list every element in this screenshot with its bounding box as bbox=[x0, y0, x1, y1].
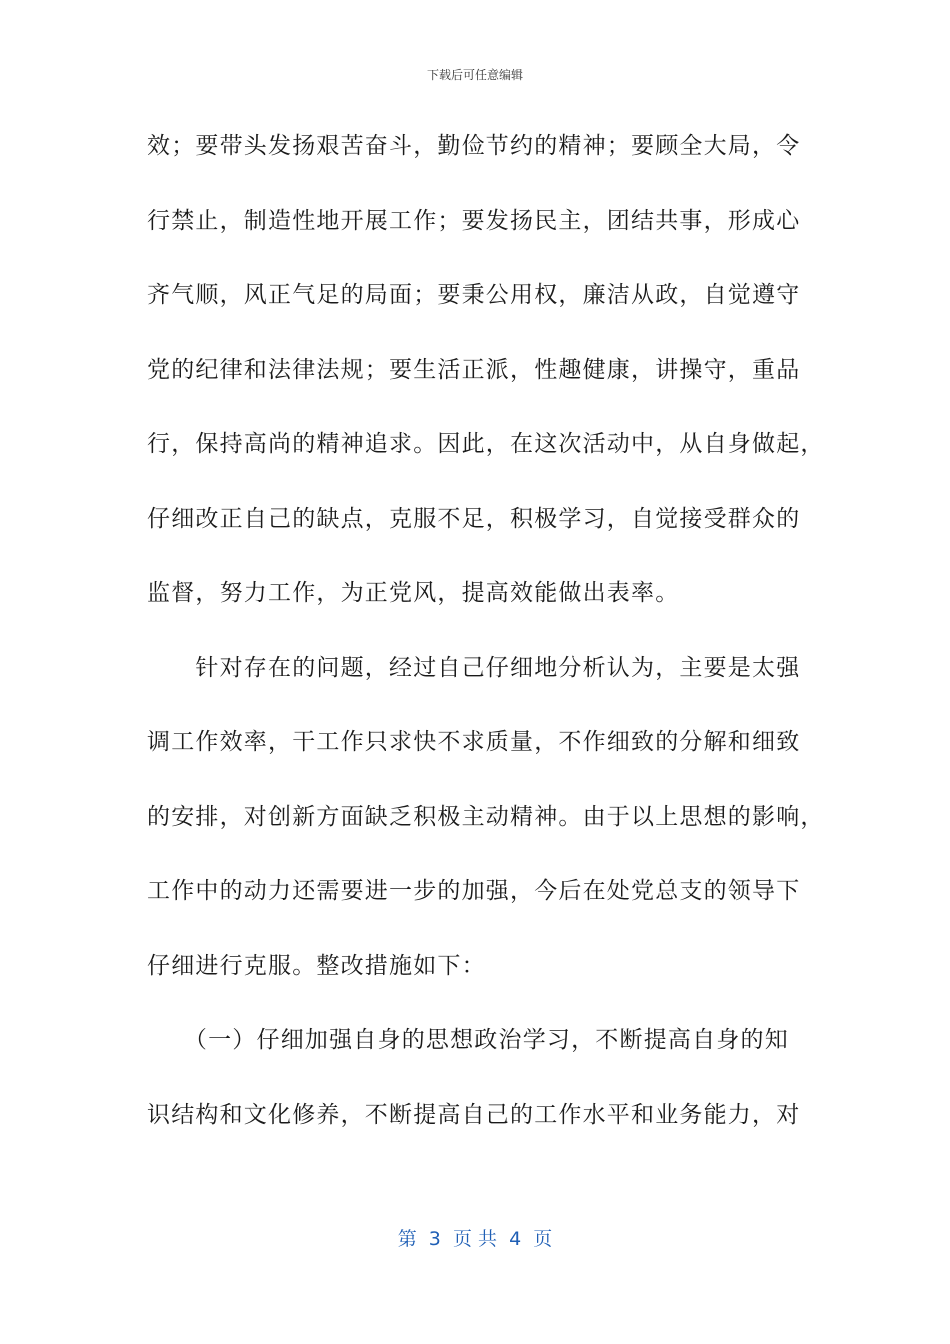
text-line: 仔细改正自己的缺点，克服不足，积极学习，自觉接受群众的 bbox=[147, 505, 801, 532]
text-line: 调工作效率，干工作只求快不求质量，不作细致的分解和细致 bbox=[147, 729, 801, 755]
text-line: 党的纪律和法律法规；要生活正派，性趣健康，讲操守，重品 bbox=[147, 356, 801, 383]
text-line: 的安排，对创新方面缺乏积极主动精神。由于以上思想的影响， bbox=[147, 803, 825, 830]
text-line: 效；要带头发扬艰苦奋斗，勤俭节约的精神；要顾全大局，令 bbox=[147, 133, 801, 159]
text-line: 针对存在的问题，经过自己仔细地分析认为，主要是太强 bbox=[147, 654, 801, 681]
text-line: （一）仔细加强自身的思想政治学习，不断提高自身的知 bbox=[147, 1027, 789, 1053]
page-header: 下载后可任意编辑 bbox=[426, 68, 523, 82]
text-line: 齐气顺，风正气足的局面；要秉公用权，廉洁从政，自觉遵守 bbox=[147, 282, 801, 308]
text-line: 监督，努力工作，为正党风，提高效能做出表率。 bbox=[147, 580, 680, 606]
text-line: 识结构和文化修养，不断提高自己的工作水平和业务能力，对 bbox=[147, 1101, 801, 1128]
text-line: 行，保持高尚的精神追求。因此，在这次活动中，从自身做起， bbox=[147, 431, 825, 457]
page-number-footer: 第 3 页 共 4 页 bbox=[397, 1228, 553, 1250]
text-line: 行禁止，制造性地开展工作；要发扬民主，团结共事，形成心 bbox=[147, 207, 801, 234]
text-line: 工作中的动力还需要进一步的加强，今后在处党总支的领导下 bbox=[147, 878, 801, 904]
document-body bbox=[147, 120, 825, 1163]
text-line: 仔细进行克服。整改措施如下： bbox=[147, 952, 486, 979]
